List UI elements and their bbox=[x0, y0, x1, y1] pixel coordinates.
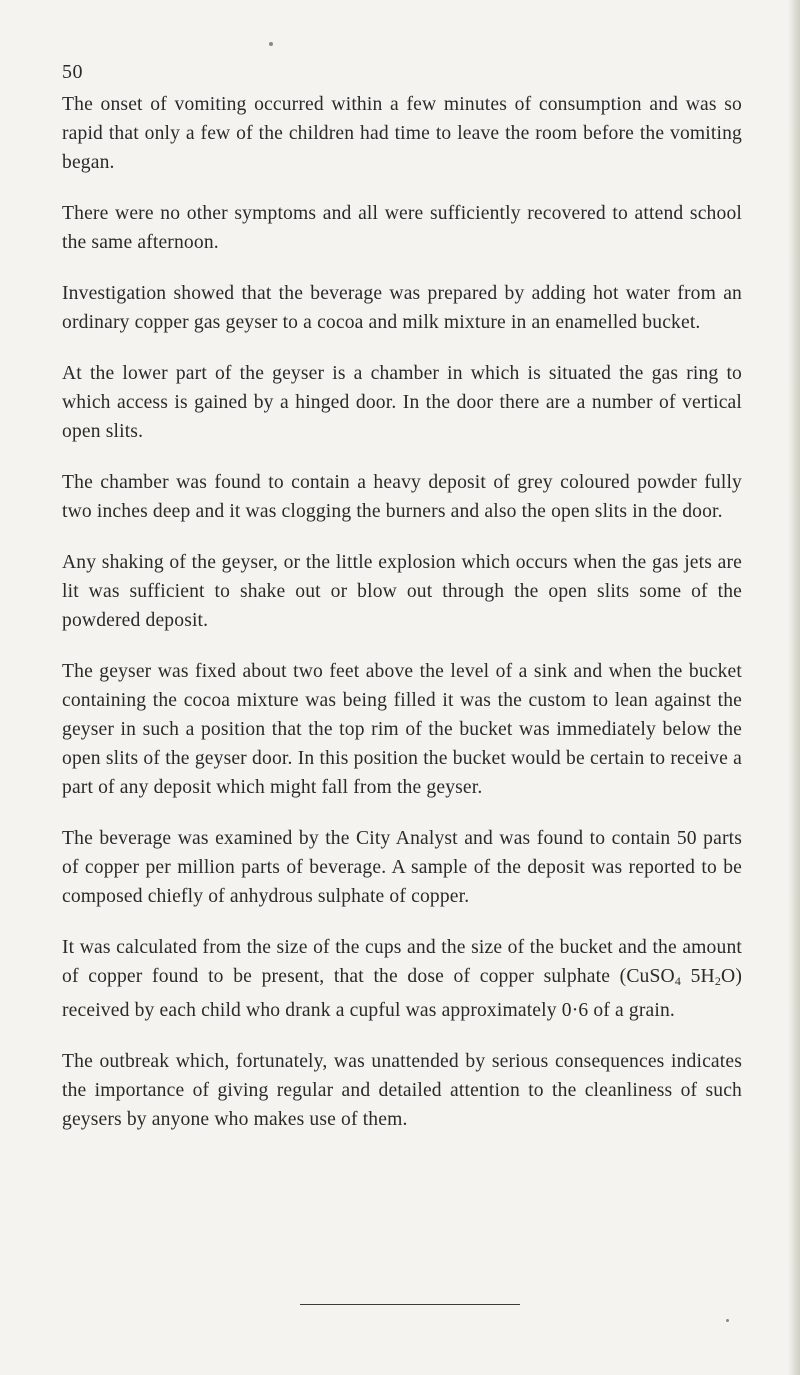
paragraph-dose-calculation bbox=[62, 933, 742, 1025]
paragraph-geyser-chamber: At the lower part of the geyser is a chamber in which is situated the gas ring to which access is gained by a hinged door. In the door there are a number of vertical open slits. bbox=[62, 363, 742, 442]
subscript-4: 4 bbox=[674, 974, 682, 988]
paragraph-deposit-found: The chamber was found to contain a heavy deposit of grey coloured powder fully two inches deep and it was clogging the burners and also the open slits in the door. bbox=[62, 472, 742, 522]
paragraph-vomiting-onset: The onset of vomiting occurred within a few minutes of consumption and was so rapid that only a few of the children had time to leave the room before the vomiting began. bbox=[62, 94, 742, 173]
paragraph-conclusion: The outbreak which, fortunately, was unattended by serious consequences indicates the importance of giving regular and detailed attention to the cleanliness of such geysers by anyone who makes use of them. bbox=[62, 1051, 742, 1130]
dose-text-middle: 5H bbox=[681, 966, 715, 987]
print-speck bbox=[269, 42, 273, 46]
paragraph-investigation: Investigation showed that the beverage was prepared by adding hot water from an ordinary copper gas geyser to a cocoa and milk mixture in an enamelled bucket. bbox=[62, 283, 742, 333]
dose-text-before: It was calculated from the size of the cups and the size of the bucket and the amount of copper found to be present, that the dose of copper sulphate (CuSO bbox=[62, 937, 742, 987]
subscript-2: 2 bbox=[714, 974, 722, 988]
page-edge-shadow bbox=[788, 0, 800, 1375]
page-number: 50 bbox=[62, 61, 83, 83]
print-speck bbox=[726, 1319, 729, 1322]
dose-text-after: O) received by each child who drank a cupful was approximately 0·6 of a grain. bbox=[62, 966, 742, 1021]
paragraph-shaking-geyser: Any shaking of the geyser, or the little explosion which occurs when the gas jets are lit was sufficient to shake out or blow out through the open slits some of the powdered deposit. bbox=[62, 552, 742, 631]
paragraph-analyst-findings: The beverage was examined by the City Analyst and was found to contain 50 parts of copper per million parts of beverage. A sample of the deposit was reported to be composed chiefly of anhydrous sulphate of copper. bbox=[62, 828, 742, 907]
paragraph-bucket-position: The geyser was fixed about two feet above the level of a sink and when the bucket containing the cocoa mixture was being filled it was the custom to lean against the geyser in such a position that the top rim of the bucket was immediately below the open slits of the geyser door. In this position the bucket would be certain to receive a part of any deposit which might fall from the geyser. bbox=[62, 661, 742, 798]
paragraph-no-other-symptoms: There were no other symptoms and all were sufficiently recovered to attend school the same afternoon. bbox=[62, 203, 742, 253]
body-text bbox=[62, 90, 742, 1156]
section-end-rule bbox=[300, 1304, 520, 1305]
